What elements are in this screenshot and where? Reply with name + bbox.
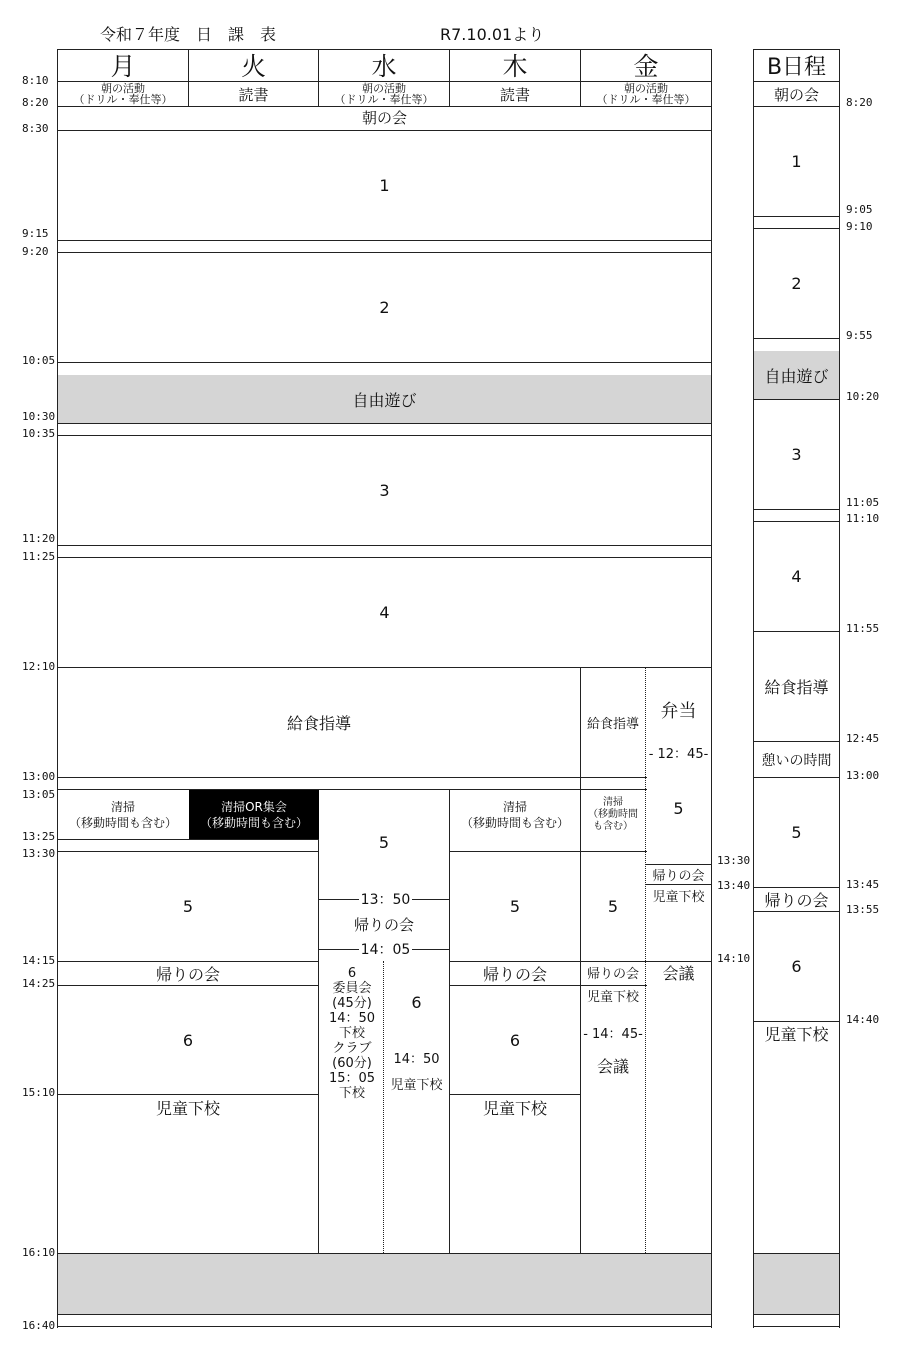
period-1: 1 [379,176,390,195]
cleaning-sub-2: も含む） [593,821,633,832]
time-label: 13:00 [22,770,56,783]
period-6-thu: 6 [509,1030,521,1050]
time-label: 9:20 [22,245,49,258]
day-header-mon: 月 [110,52,136,81]
time-label: 16:10 [22,1246,56,1259]
period-5-wed: 5 [378,833,390,852]
time-label: 15:10 [22,1086,56,1099]
wed-homeroom: 帰りの会 [353,915,414,934]
b-morning-meeting: 朝の会 [773,85,819,104]
fri-time-1445: - 14：45- [583,1026,643,1042]
time-label: 13:45 [846,878,880,891]
cleaning-label: 清掃 [603,797,623,808]
time-label: 13:40 [717,879,751,892]
bento: 弁当 [660,701,697,722]
b-period-2: 2 [791,274,802,293]
meeting-fri-right: 会議 [662,963,695,983]
b-schedule-title: B日程 [766,54,827,80]
meeting-fri: 会議 [596,1056,629,1076]
b-period-3: 3 [791,445,802,464]
homeroom-montue: 帰りの会 [155,964,220,984]
time-label: 9:15 [22,227,49,240]
wed-left-item: 15：05 [328,1071,376,1086]
cleaning-or-assembly-tue [189,790,319,839]
b-period-1: 1 [791,152,802,171]
reading-thu: 読書 [499,85,530,104]
cleaning-sub: （移動時間も含む） [68,815,177,830]
wed-left-item: 委員会 [332,981,372,996]
wed-right-time-1450: 14：50 [393,1051,440,1067]
wed-left-item: (45分) [332,996,372,1011]
morning-activity-label: 朝の活動 [624,82,668,95]
period-3: 3 [379,481,390,500]
time-label: 8:20 [22,96,49,109]
time-label: 13:30 [717,854,751,867]
time-label: 8:20 [846,96,873,109]
wed-left-item: 下校 [338,1086,365,1101]
cleaning-or-assembly-label: 清掃OR集会 [221,799,287,814]
b-rest-time: 憩いの時間 [761,752,832,769]
period-5-fri-right: 5 [673,798,684,818]
time-label: 12:10 [22,660,56,673]
time-label: 13:30 [22,847,56,860]
lunch-guidance-fri: 給食指導 [586,717,639,732]
cleaning-or-assembly-sub: （移動時間も含む） [199,815,308,830]
time-label: 10:20 [846,390,880,403]
period-2: 2 [379,298,390,317]
cleaning-label: 清掃 [502,799,527,814]
cleaning-sub-1: （移動時間 [588,809,638,820]
time-label: 11:55 [846,622,880,635]
dismissal-thu: 児童下校 [482,1098,547,1118]
time-label: 13:55 [846,903,880,916]
period-6-montue: 6 [182,1030,194,1050]
fri-right-dismissal: 児童下校 [652,889,705,905]
dismissal-montue: 児童下校 [155,1098,220,1118]
time-label: 10:30 [22,410,56,423]
morning-activity-sub: （ドリル・奉仕等） [73,93,173,106]
wed-right-dismissal: 児童下校 [390,1077,443,1093]
cleaning-label: 清掃 [110,799,135,814]
time-label: 14:25 [22,977,56,990]
cleaning-thu [450,790,580,839]
morning-activity-label: 朝の活動 [362,82,406,95]
time-label: 13:05 [22,788,56,801]
b-period-6: 6 [791,957,802,976]
b-period-5: 5 [791,823,802,842]
day-header-wed: 水 [371,52,397,81]
reading-tue: 読書 [238,85,269,104]
time-label: 9:55 [846,329,873,342]
period-6-wed-right: 6 [411,992,422,1012]
time-label: 11:25 [22,550,56,563]
time-label: 9:10 [846,220,873,233]
time-label: 14:40 [846,1013,880,1026]
b-homeroom: 帰りの会 [764,891,829,910]
time-label: 13:25 [22,830,56,843]
morning-activity-mon [58,82,188,106]
time-label: 8:10 [22,74,49,87]
homeroom-fri: 帰りの会 [586,966,639,982]
morning-activity-sub: （ドリル・奉仕等） [334,93,434,106]
wed-time-1405: 14：05 [360,942,411,958]
period-4: 4 [379,603,390,622]
fri-right-homeroom: 帰りの会 [652,869,705,884]
bento-time: - 12：45- [648,746,709,762]
dismissal-fri: 児童下校 [586,989,639,1005]
after-school-band [58,1254,711,1314]
morning-meeting: 朝の会 [361,108,407,127]
time-label: 9:05 [846,203,873,216]
wed-left-column [322,966,382,1101]
wed-left-item: (60分) [332,1056,372,1071]
b-free-play: 自由遊び [764,366,829,386]
time-label: 11:20 [22,532,56,545]
morning-activity-fri [581,82,711,106]
period-5-montue: 5 [182,897,194,916]
lunch-guidance: 給食指導 [286,714,351,733]
time-label: 12:45 [846,732,880,745]
day-header-tue: 火 [240,52,266,81]
schedule-title: 令和７年度 日 課 表 [100,25,277,44]
time-label: 10:35 [22,427,56,440]
time-label: 10:05 [22,354,56,367]
time-label: 11:10 [846,512,880,525]
b-period-4: 4 [791,567,802,586]
wed-time-1350: 13：50 [360,892,411,908]
b-after-school-band [754,1254,839,1314]
time-label: 8:30 [22,122,49,135]
time-label: 16:40 [22,1319,56,1332]
time-label: 14:10 [717,952,751,965]
homeroom-thu: 帰りの会 [482,964,547,984]
morning-activity-wed [319,82,449,106]
period-5-fri: 5 [607,897,619,916]
wed-left-item: クラブ [332,1041,372,1056]
wed-left-item: 14：50 [328,1011,376,1026]
free-play: 自由遊び [352,390,417,410]
cleaning-sub: （移動時間も含む） [460,815,569,830]
morning-activity-sub: （ドリル・奉仕等） [596,93,696,106]
cleaning-fri [581,790,645,840]
b-lunch-guidance: 給食指導 [764,678,829,697]
b-dismissal: 児童下校 [764,1024,829,1044]
time-label: 13:00 [846,769,880,782]
effective-date: R7.10.01より [440,25,545,44]
time-label: 14:15 [22,954,56,967]
time-label: 11:05 [846,496,880,509]
morning-activity-label: 朝の活動 [101,82,145,95]
wed-left-item: 6 [347,966,357,981]
wed-left-item: 下校 [338,1026,365,1041]
day-header-thu: 木 [502,52,528,81]
day-header-fri: 金 [633,52,659,81]
period-5-thu: 5 [509,897,521,916]
cleaning-mon [58,790,188,839]
